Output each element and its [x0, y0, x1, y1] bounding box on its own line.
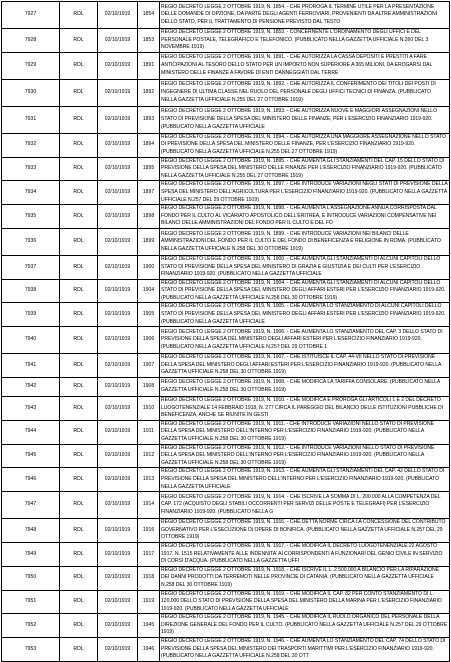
decree-type: RDL [60, 468, 98, 492]
decree-date: 02/10/1919 [98, 157, 138, 181]
decree-type: RDL [60, 492, 98, 519]
decree-code: 1854 [138, 2, 160, 29]
table-row [2, 492, 450, 519]
decree-type: RDL [60, 106, 98, 133]
decree-date: 02/10/1919 [98, 29, 138, 53]
decree-type: RDL [60, 327, 98, 354]
decree-type: RDL [60, 378, 98, 397]
decree-code: 1908 [138, 378, 160, 397]
decree-code: 1899 [138, 228, 160, 255]
decree-description: REGIO DECRETO LEGGE 2 OTTOBRE 1919, N. 1905. - CHE AUMENTA LO STANZIAMENTO DI ALCUNI CAPITOLI DELLO STATO DI PREVISIONE DELLA SPESA DEL MINISTERO DEGLI AFFARI ESTERI PER L'ESERCIZIO FINANZIARIO 1919-920. (PUBBLICATO NELLA GAZZETTA UFFICIALE [160, 303, 450, 327]
decree-description: REGIO DECRETO LEGGE 2 OTTOBRE 1919, N. 1891. - CHE AUTORIZZA LA CASSA DEPOSITI E PRESTITI A FARE ANTICIPAZIONI AL TESORO DELLO STATO PER UN IMPORTO NON SUPERIORE A 365 MILIONI, DA EROGARSI DAL MINISTERO DELLE FINANZE A FAVORE DI ENTI DANNEGGIATI DAL TERRE [160, 52, 450, 79]
decree-date: 02/10/1919 [98, 228, 138, 255]
decree-date: 02/10/1919 [98, 420, 138, 444]
decree-code: 1894 [138, 133, 160, 157]
table-row [2, 228, 450, 255]
decree-description: REGIO DECRETO LEGGE 2 OTTOBRE 1919, N. 1910. - CHE MODIFICA E PROROGA GLI ARTICOLI 1 E 2 DEL DECRETO LUOGOTENENZIALE 14 FEBBRAIO 1918, N. 277 CIRCA IL PAREGGIO DEL BILANCIO DELLE ISTITUZIONI PUBBLICHE DI BENEFICENZA, ANCHE SE RIUNITE IN GESTI [160, 397, 450, 421]
table-row [2, 614, 450, 638]
decree-description: REGIO DECRETO LEGGE 2 OTTOBRE 1919, N. 1898. - CHE AUMENTA L'ASSEGNAZIONE ANNUA CORRISPOSTA DAL FONDO PER IL CULTO AL VICARIATO APOSTOLICO DELL'ERITREA, E INTRODUCE VARIAZIONI COMPENSATIVE NEI BILANCI DELLE AMMINISTRAZIONI DEL FONDO PER IL CULTO E DEL FO [160, 205, 450, 229]
decree-type: RDL [60, 590, 98, 614]
decree-date: 02/10/1919 [98, 303, 138, 327]
decree-type: RDL [60, 181, 98, 205]
table-row [2, 133, 450, 157]
table-row [2, 378, 450, 397]
decree-code: 1918 [138, 566, 160, 590]
decree-date: 02/10/1919 [98, 354, 138, 378]
decree-description: REGIO DECRETO LEGGE 2 OTTOBRE 1919, N. 1895. - CHE AUMENTA GLI STANZIAMENTI DEL CAP. 15 DELLO STATO DI PREVISIONE DELLA SPESA DEL MINISTERO DELLE FINANZE PER L'ESERCIZIO FINANZIARIO 1919-920. (PUBBLICATO NELLA GAZZETTA UFFICIALE N.255 DEL 27 OTTOBRE 1919) [160, 157, 450, 181]
decree-type: RDL [60, 29, 98, 53]
table-row [2, 354, 450, 378]
decree-number: 7927 [2, 2, 60, 29]
table-row [2, 279, 450, 303]
decree-code: 1897 [138, 181, 160, 205]
table-row [2, 566, 450, 590]
decree-date: 02/10/1919 [98, 638, 138, 662]
decree-number: 7939 [2, 303, 60, 327]
decree-number: 7942 [2, 378, 60, 397]
table-row [2, 2, 450, 29]
decree-date: 02/10/1919 [98, 444, 138, 468]
decree-description: REGIO DECRETO LEGGE 2 OTTOBRE 1919, N. 1945. - CHE MODIFICA IL RUOLO ORGANICO DEL PERSONALE DELLA DIREZIONE GENERALE DEL FONDO PER IL CULTO. (PUBBLICATO NELLA GAZZETTA UFFICIALE N.257 DEL 29 OTTOBRE 1919) [160, 614, 450, 638]
decree-code: 1914 [138, 492, 160, 519]
decree-description: REGIO DECRETO LEGGE 2 OTTOBRE 1919, N. 1899. - CHE INTRODUCE VARIAZIONI NEI BILANCI DELLE AMMINISTRAZIONI DEL FONDO PER IL CULTO E DEL FONDO DI BENEFICENZA E RELIGIONE IN ROMA. (PUBBLICATO NELLA GAZZETTA UFFICIALE N.258 DEL 30 OTTOBRE 1919) [160, 228, 450, 255]
decree-description: REGIO DECRETO LEGGE 2 OTTOBRE 1919, N. 1916. - CHE DETTA NORME CIRCA LA CONCESSIONE DEL CONTRIBUTO GOVERNATIVO PER L'ESECUZIONE DI OPERE DI BONIFICA. (PUBBLICATO NELLA GAZZETTA UFFICIALE N.257 DEL 29 OTTOBRE 1919) [160, 519, 450, 543]
decree-date: 02/10/1919 [98, 378, 138, 397]
decree-code: 1919 [138, 590, 160, 614]
table-row [2, 79, 450, 106]
table-row [2, 444, 450, 468]
decree-type: RDL [60, 566, 98, 590]
decree-code: 1912 [138, 444, 160, 468]
table-row [2, 205, 450, 229]
decree-register-rows [2, 2, 450, 662]
decree-number: 7938 [2, 279, 60, 303]
decree-type: RDL [60, 228, 98, 255]
decree-code: 1900 [138, 255, 160, 279]
table-row [2, 542, 450, 566]
decree-type: RDL [60, 542, 98, 566]
decree-date: 02/10/1919 [98, 52, 138, 79]
decree-code: 1916 [138, 519, 160, 543]
decree-number: 7931 [2, 106, 60, 133]
decree-description: REGIO DECRETO LEGGE 2 OTTOBRE 1919, N. 1913. - CHE AUMENTA GLI STANZIAMENTI DEL CAP. 42 DELLO STATO DI PREVISIONE DELLA SPESA DEL MINISTERO DELL'INTERNO PER L'ESERCIZIO FINANZIARIO 1919-920. (PUBBLICATO NELLA GAZZETTA UFFICIALE [160, 468, 450, 492]
decree-number: 7929 [2, 52, 60, 79]
decree-type: RDL [60, 420, 98, 444]
decree-type: RDL [60, 303, 98, 327]
table-row [2, 29, 450, 53]
decree-code: 1945 [138, 614, 160, 638]
decree-description: REGIO DECRETO LEGGE 2 OTTOBRE 1919, N. 1904. - CHE AUMENTA GLI STANZIAMENTI DI ALCUNI CAPITOLI DELLO STATO DI PREVISIONE DELLA SPESA DEL MINISTERO DEGLI AFFARI ESTERI PER L'ESERCIZIO FINANZIARIO 1919-920. (PUBBLICATO NELLA GAZZETTA UFFICIALE N.258 DEL 30 OTTOBRE 1919) [160, 279, 450, 303]
decree-date: 02/10/1919 [98, 566, 138, 590]
decree-description: REGIO DECRETO LEGGE 2 OTTOBRE 1919, N. 1892. - CHE AUTORIZZA IL CONFERIMENTO DEI TITOLI DEI POSTI DI INGEGNERE DI ULTIMA CLASSE NEL RUOLO DEL PERSONALE DEGLI UFFICI TECNICI DI FINANZA. (PUBBLICATO NELLA GAZZETTA UFFICIALE N.255 DEL 27 OTTOBRE 1919) [160, 79, 450, 106]
decree-description: REGIO DECRETO LEGGE 2 OTTOBRE 1919, N. 1914. - CHE ISCRIVE LA SOMMA DI L. 200.000 ALLA COMPETENZA DEL CAP. 172 (ACQUISTO DEGLI STABILI OCCORRENTI PER SERVIZI DELLE POSTE E TELEGRAFI) PER L'ESERCIZIO FINANZIARIO 1919-920. (PUBBLICATO NELLA G [160, 492, 450, 519]
decree-date: 02/10/1919 [98, 468, 138, 492]
decree-number: 7934 [2, 181, 60, 205]
decree-type: RDL [60, 638, 98, 662]
decree-type: RDL [60, 157, 98, 181]
decree-description: REGIO DECRETO LEGGE 2 OTTOBRE 1919, N. 1907. - CHE ISTITUISCE IL CAP. 44-VII NELLO STATO DI PREVISIONE DELLA SPESA DEL MINISTERO DEGLI AFFARI ESTERI PER L'ESERCIZIO FINANZIARIO 1919-920. (PUBBLICATO NELLA GAZZETTA UFFICIALE N.258 DEL 30 OTTOBRE 1919) [160, 354, 450, 378]
decree-date: 02/10/1919 [98, 614, 138, 638]
decree-date: 02/10/1919 [98, 279, 138, 303]
decree-number: 7936 [2, 228, 60, 255]
decree-code: 1906 [138, 327, 160, 354]
table-row [2, 468, 450, 492]
decree-date: 02/10/1919 [98, 590, 138, 614]
table-row [2, 420, 450, 444]
decree-description: REGIO DECRETO LEGGE 2 OTTOBRE 1919, N. 1908. - CHE MODIFICA LA TARIFFA CONSOLARE. (PUBBLICATO NELLA GAZZETTA UFFICIALE N.258 DEL 30 OTTOBRE 1919) [160, 378, 450, 397]
table-row [2, 255, 450, 279]
decree-date: 02/10/1919 [98, 255, 138, 279]
decree-code: 1853 [138, 29, 160, 53]
decree-number: 7947 [2, 492, 60, 519]
decree-number: 7940 [2, 327, 60, 354]
decree-type: RDL [60, 614, 98, 638]
decree-type: RDL [60, 279, 98, 303]
decree-date: 02/10/1919 [98, 492, 138, 519]
decree-number: 7953 [2, 638, 60, 662]
decree-number: 7928 [2, 29, 60, 53]
decree-description: REGIO DECRETO LEGGE 2 OTTOBRE 1919, N. 1918. - CHE ISCRIVE IL L. 2.500.000 A BILANCIO PER LA RIPARAZIONE DEI DANNI PRODOTTI DA TERREMOTI NELLE PROVINCIE DI CATANIA. (PUBBLICATO NELLA GAZZETTA UFFICIALE N.258 DEL 30 OTTOBRE 1919) [160, 566, 450, 590]
decree-description: REGIO DECRETO LEGGE 2 OTTOBRE 1919, N. 1906. - CHE AUMENTA LO STANZIAMENTO DEL CAP. 3 DELLO STATO DI PREVISIONE DELLA SPESA DEL MINISTERO DEGLI AFFARI ESTERI PER L'ESERCIZIO FINANZIARIO 1919-920. (PUBBLICATO NELLA GAZZETTA UFFICIALE N.257 DEL 29 OTTOBRE 1 [160, 327, 450, 354]
decree-number: 7933 [2, 157, 60, 181]
decree-date: 02/10/1919 [98, 542, 138, 566]
decree-date: 02/10/1919 [98, 205, 138, 229]
decree-number: 7935 [2, 205, 60, 229]
decree-type: RDL [60, 52, 98, 79]
decree-code: 1913 [138, 468, 160, 492]
decree-code: 1946 [138, 638, 160, 662]
decree-number: 7941 [2, 354, 60, 378]
table-row [2, 638, 450, 662]
decree-code: 1891 [138, 52, 160, 79]
decree-number: 7944 [2, 420, 60, 444]
decree-type: RDL [60, 133, 98, 157]
decree-code: 1904 [138, 279, 160, 303]
decree-number: 7945 [2, 444, 60, 468]
decree-number: 7937 [2, 255, 60, 279]
decree-code: 1893 [138, 106, 160, 133]
decree-description: REGIO DECRETO LEGGE 2 OTTOBRE 1919, N. 1900. - CHE AUMENTA GLI STANZIAMENTI DI ALCUNI CAPITOLI DELLO STATO DI PREVISIONE DELLA SPESA DEL MINISTERO DI GRAZIA E GIUSTIZIA E DEI CULTI PER L'ESERCIZIO FINANZIARIO 1919-920. (PUBBLICATO NELLA GAZZETTA UFFICIALE [160, 255, 450, 279]
decree-number: 7946 [2, 468, 60, 492]
decree-code: 1895 [138, 157, 160, 181]
table-row [2, 397, 450, 421]
decree-description: REGIO DECRETO LEGGE 2 OTTOBRE 1919, N. 1912. - CHE INTRODUCE VARIAZIONI NELLO STATO DI PREVISIONE DELLA SPESA DEL MINISTERO DELL'INTERNO PER L'ESERCIZIO FINANZIARIO 1919-920. (PUBBLICATO NELLA GAZZETTA UFFICIALE N.258 DEL 30 OTTOBRE 1919) [160, 444, 450, 468]
decree-number: 7949 [2, 542, 60, 566]
decree-date: 02/10/1919 [98, 397, 138, 421]
decree-description: REGIO DECRETO LEGGE 2 OTTOBRE 1919, N. 1893. - CHE AUTORIZZA NUOVE E MAGGIORI ASSEGNAZIONI NELLO STATO DI PREVISIONE DELLA SPESA DEL MINISTERO DELLE FINANZE, PER L'ESERCIZIO FINANZIARIO 1919-920. (PUBBLICATO NELLA GAZZETTA UFFICIALE [160, 106, 450, 133]
decree-register-table [1, 1, 450, 662]
table-row [2, 519, 450, 543]
decree-date: 02/10/1919 [98, 181, 138, 205]
decree-type: RDL [60, 397, 98, 421]
decree-code: 1892 [138, 79, 160, 106]
decree-type: RDL [60, 79, 98, 106]
decree-date: 02/10/1919 [98, 79, 138, 106]
decree-code: 1907 [138, 354, 160, 378]
decree-date: 02/10/1919 [98, 2, 138, 29]
decree-type: RDL [60, 2, 98, 29]
table-row [2, 327, 450, 354]
decree-code: 1905 [138, 303, 160, 327]
decree-code: 1898 [138, 205, 160, 229]
decree-number: 7951 [2, 590, 60, 614]
decree-description: REGIO DECRETO LEGGE 2 OTTOBRE 1919, N. 1919. - CHE MODIFICA IL CAP. 82 PER CONTO STANZIAMENTO DI L. 120.000 DELLO STATO DI PREVISIONE DELLA SPESA DEL MINISTERO DELLA MARINA PER L'ESERCIZIO FINANZIARIO 1919-920. (PUBBLICATO NELLA GAZZETTA UFFICIALE [160, 590, 450, 614]
decree-description: REGIO DECRETO LEGGE 2 OTTOBRE 1919, N. 1894. - CHE AUTORIZZA UNA MAGGIORE ASSEGNAZIONE NELLO STATO DI PREVISIONE DELLA SPESA DEL MINISTERO DELLE FINANZE, PER L'ESERCIZIO FINANZIARIO 1919-920. (PUBBLICATO NELLA GAZZETTA UFFICIALE N.255 DEL 27 OTTOBRE 1919) [160, 133, 450, 157]
decree-date: 02/10/1919 [98, 106, 138, 133]
decree-number: 7952 [2, 614, 60, 638]
decree-date: 02/10/1919 [98, 519, 138, 543]
decree-number: 7950 [2, 566, 60, 590]
decree-code: 1911 [138, 420, 160, 444]
decree-type: RDL [60, 444, 98, 468]
decree-description: REGIO DECRETO LEGGE 2 OTTOBRE 1919, N. 1854. - CHE PROROGA IL TERMINE UTILE PER LA PRESENTAZIONE DELLE DOMANDE DI OPZIONE, DA PARTE DEGLI AGENTI FERROVIARI, PROVENIENTI DA ALTRE AMMINISTRAZIONI DELLO STATO, PER IL TRATTAMENTO DI PENSIONE PREVISTO DAL TESTO [160, 2, 450, 29]
decree-description: REGIO DECRETO LEGGE 2 OTTOBRE 1919, N. 1917. - CHE MODIFICA IL DECRETO LUOGOTENENZIALE 22 AGOSTO 1917, N. 1515 RELATIVAMENTE ALLE INDENNITA' AI CORRISPONDENTI A FUNZIONARI DEL GENIO CIVILE IN SERVIZIO DI CORSI D'ACQUA. (PUBBLICATO NELLA GAZZETTA UFFI [160, 542, 450, 566]
decree-number: 7948 [2, 519, 60, 543]
decree-description: REGIO DECRETO LEGGE 2 OTTOBRE 1919, N. 1853. - CONCERNENTE L'ORDINAMENTO DEGLI UFFICI E DEL PERSONALE POSTALE, TELEGRAFICO E TELEFONICO. (PUBBLICATO NELLA GAZZETTA UFFICIALE N.260 DEL 3 NOVEMBRE 1919) [160, 29, 450, 53]
decree-type: RDL [60, 255, 98, 279]
table-row [2, 181, 450, 205]
decree-type: RDL [60, 205, 98, 229]
decree-number: 7930 [2, 79, 60, 106]
table-row [2, 52, 450, 79]
decree-number: 7943 [2, 397, 60, 421]
table-row [2, 303, 450, 327]
table-row [2, 157, 450, 181]
decree-code: 1910 [138, 397, 160, 421]
decree-number: 7932 [2, 133, 60, 157]
decree-type: RDL [60, 354, 98, 378]
table-row [2, 106, 450, 133]
decree-date: 02/10/1919 [98, 327, 138, 354]
table-row [2, 590, 450, 614]
decree-code: 1917 [138, 542, 160, 566]
decree-type: RDL [60, 519, 98, 543]
decree-description: REGIO DECRETO LEGGE 2 OTTOBRE 1919, N. 1897. - CHE INTRODUCE VARIAZIONI NEGLI STATI DI PREVISIONE DELLA SPESA DEL MINISTERO DELL'AGRICOLTURA PER L'ESERCIZIO FINANZIARIO 1919-920. (PUBBLICATO NELLA GAZZETTA UFFICIALE N.257 DEL 29 OTTOBRE 1919) [160, 181, 450, 205]
decree-description: REGIO DECRETO LEGGE 2 OTTOBRE 1919, N. 1911. - CHE INTRODUCE VARIAZIONI NELLO STATO DI PREVISIONE DELLA SPESA DEL MINISTERO DELL'INTERNO PER L'ESERCIZIO FINANZIARIO 1919-920. (PUBBLICATO NELLA GAZZETTA UFFICIALE N.258 DEL 30 OTTOBRE 1919) [160, 420, 450, 444]
decree-date: 02/10/1919 [98, 133, 138, 157]
decree-description: REGIO DECRETO LEGGE 2 OTTOBRE 1919, N. 1946. - CHE AUMENTA LO STANZIAMENTO DEL CAP. 74 DELLO STATO DI PREVISIONE DELLA SPESA DEL MINISTERO DEI TRASPORTI MARITTIMI PER L'ESERCIZIO FINANZIARIO 1919-920. (PUBBLICATO NELLA GAZZETTA UFFICIALE N.258 DEL 30 OTT [160, 638, 450, 662]
